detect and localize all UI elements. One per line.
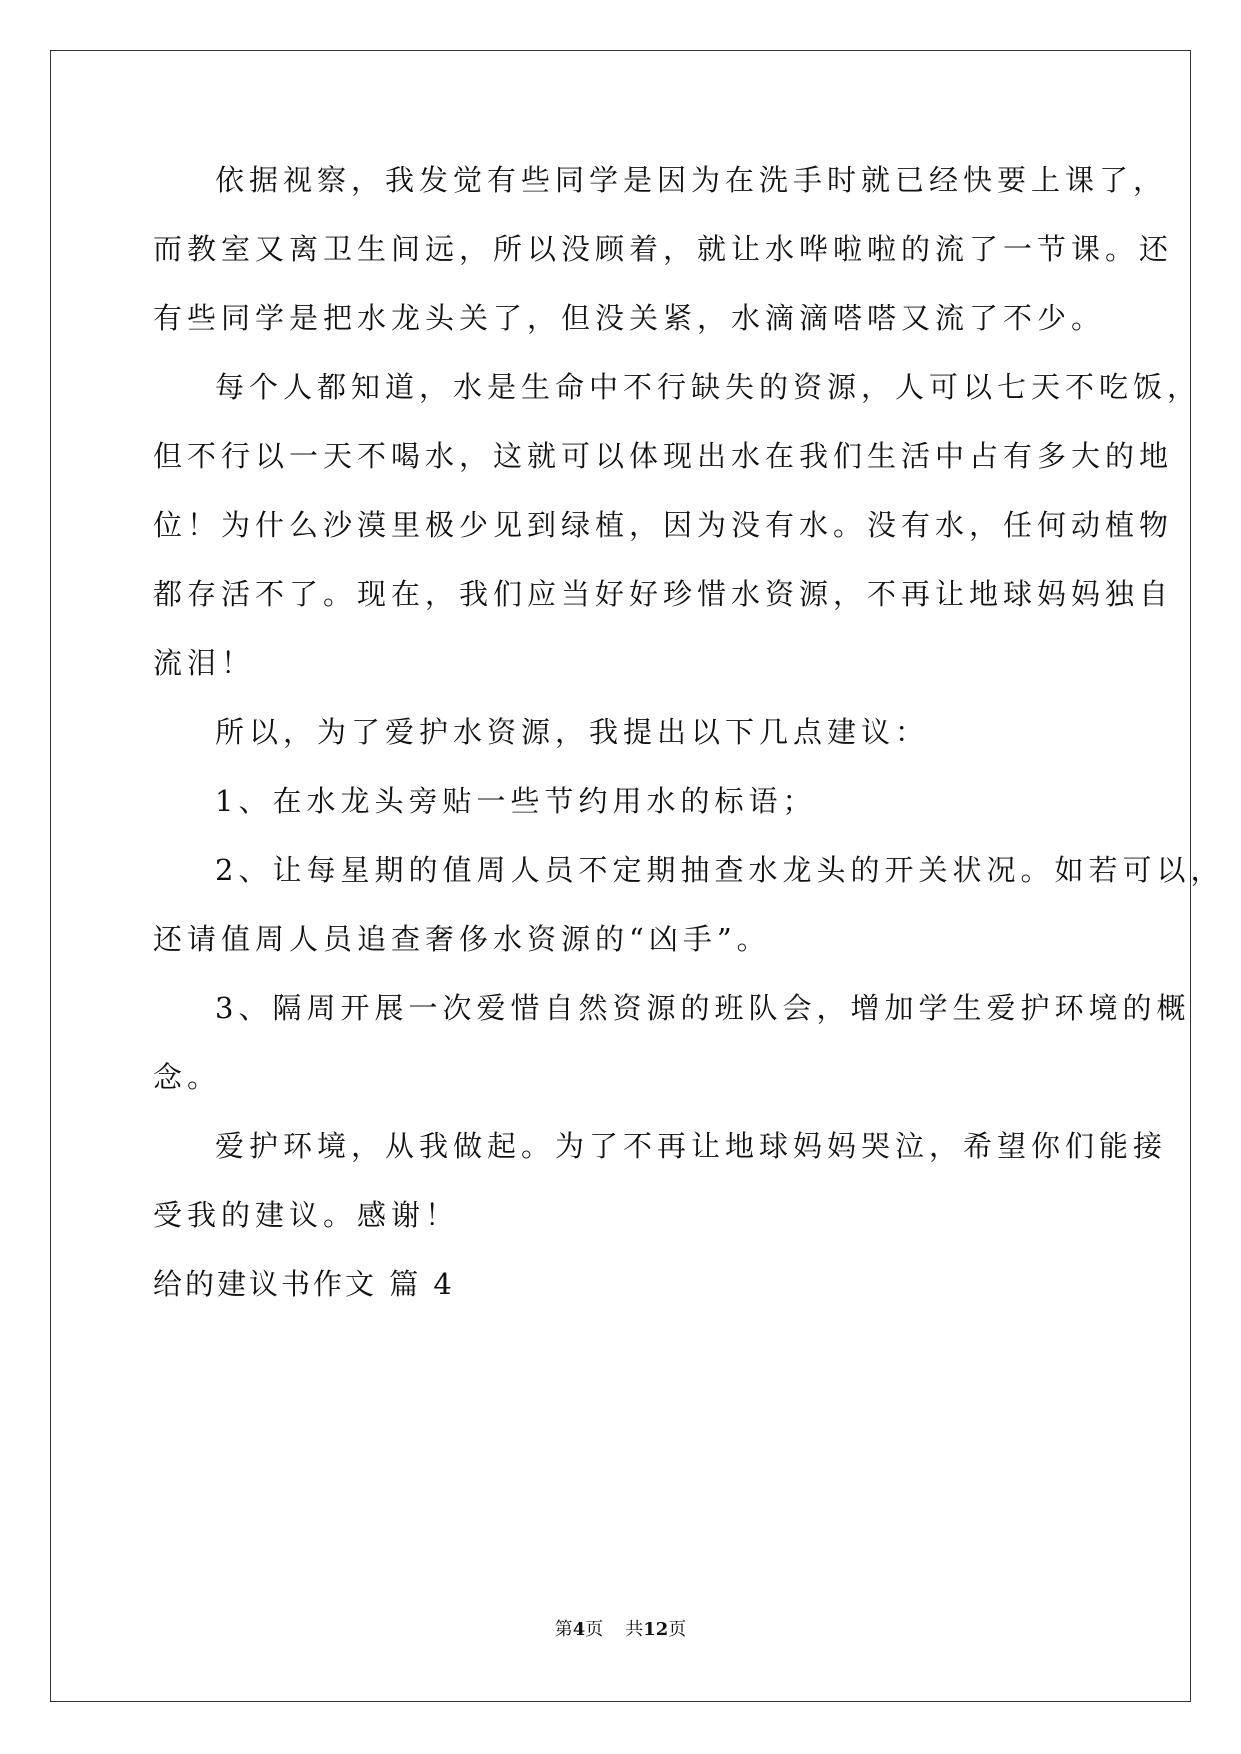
paragraph-line: 爱护环境，从我做起。为了不再让地球妈妈哭泣，希望你们能接 — [215, 1129, 1168, 1163]
total-page-number: 12 — [643, 1619, 669, 1640]
paragraph-line: 流泪！ — [153, 646, 256, 680]
list-item-continuation: 还请值周人员追查奢侈水资源的“凶手”。 — [153, 922, 771, 956]
paragraph-line: 受我的建议。感谢！ — [153, 1198, 460, 1232]
paragraph-line: 有些同学是把水龙头关了，但没关紧，水滴滴嗒嗒又流了不少。 — [153, 301, 1106, 335]
paragraph-line: 但不行以一天不喝水，这就可以体现出水在我们生活中占有多大的地 — [153, 439, 1174, 473]
paragraph-line: 依据视察，我发觉有些同学是因为在洗手时就已经快要上课了， — [215, 163, 1168, 197]
current-page-number: 4 — [572, 1619, 586, 1640]
list-item: 3、隔周开展一次爱惜自然资源的班队会，增加学生爱护环境的概 — [215, 991, 1191, 1025]
paragraph-line: 都存活不了。现在，我们应当好好珍惜水资源，不再让地球妈妈独自 — [153, 577, 1174, 611]
paragraph-line: 所以，为了爱护水资源，我提出以下几点建议： — [215, 715, 930, 749]
footer-total-prefix: 共 — [625, 1619, 644, 1640]
page-footer — [0, 1619, 1241, 1641]
paragraph-line: 而教室又离卫生间远，所以没顾着，就让水哗啦啦的流了一节课。还 — [153, 232, 1174, 266]
footer-total-suffix: 页 — [668, 1619, 687, 1640]
paragraph-line: 每个人都知道，水是生命中不行缺失的资源，人可以七天不吃饭， — [215, 370, 1202, 404]
list-item: 2、让每星期的值周人员不定期抽查水龙头的开关状况。如若可以， — [215, 853, 1225, 887]
footer-page-suffix: 页 — [585, 1619, 604, 1640]
list-item: 1、在水龙头旁贴一些节约用水的标语； — [215, 784, 817, 818]
footer-prefix: 第 — [554, 1619, 573, 1640]
paragraph-line: 位！为什么沙漠里极少见到绿植，因为没有水。没有水，任何动植物 — [153, 508, 1174, 542]
list-item-continuation: 念。 — [153, 1060, 222, 1094]
section-heading: 给的建议书作文 篇 4 — [153, 1267, 455, 1301]
